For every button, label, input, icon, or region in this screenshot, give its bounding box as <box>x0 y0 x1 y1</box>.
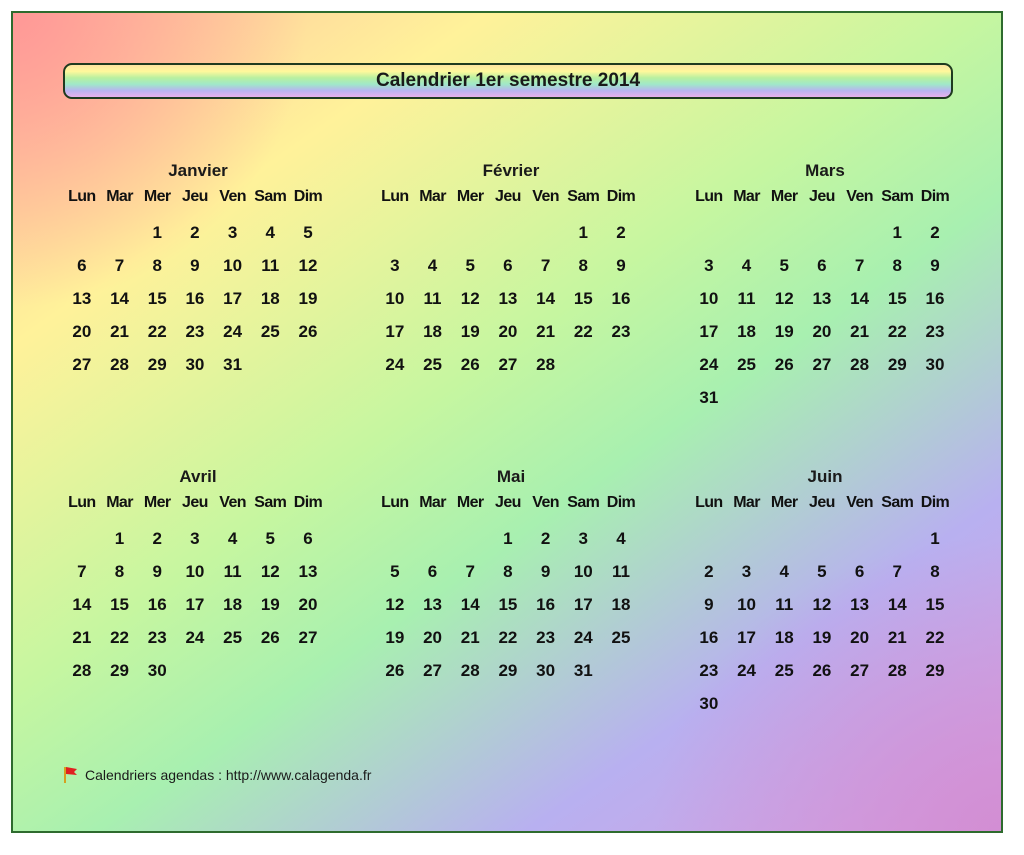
day-cell: 24 <box>699 355 719 374</box>
day-cell: 30 <box>147 661 167 680</box>
weekday-header: Mar <box>733 494 760 511</box>
day-cell: 29 <box>498 661 518 680</box>
day-cell: 24 <box>385 355 405 374</box>
weekday-header: Sam <box>567 188 600 205</box>
day-cell: 17 <box>223 289 243 308</box>
day-cell: 3 <box>190 529 200 548</box>
day-cell: 6 <box>77 256 87 275</box>
weekday-header: Sam <box>567 494 600 511</box>
day-cell: 21 <box>460 628 480 647</box>
day-cell: 5 <box>465 256 475 275</box>
month-name: Juin <box>807 467 843 486</box>
weekday-header: Lun <box>695 188 723 205</box>
day-cell: 14 <box>460 595 480 614</box>
day-cell: 14 <box>72 595 92 614</box>
day-cell: 2 <box>190 223 200 242</box>
day-cell: 5 <box>303 223 313 242</box>
day-cell: 11 <box>775 595 794 614</box>
day-cell: 20 <box>423 628 442 647</box>
day-cell: 10 <box>699 289 719 308</box>
day-cell: 21 <box>887 628 907 647</box>
weekday-header: Jeu <box>495 494 521 511</box>
weekday-header: Mar <box>106 494 133 511</box>
day-cell: 31 <box>699 388 719 407</box>
day-cell: 17 <box>385 322 405 341</box>
day-cell: 11 <box>737 289 756 308</box>
weekday-header: Ven <box>532 494 559 511</box>
day-cell: 15 <box>110 595 129 614</box>
weekday-header: Mer <box>456 494 484 511</box>
day-cell: 8 <box>578 256 589 275</box>
day-cell: 28 <box>536 355 556 374</box>
day-cell: 18 <box>774 628 794 647</box>
day-cell: 9 <box>930 256 940 275</box>
day-cell: 16 <box>147 595 167 614</box>
day-cell: 3 <box>704 256 714 275</box>
day-cell: 20 <box>298 595 318 614</box>
day-cell: 23 <box>185 322 205 341</box>
month-name: Mai <box>496 467 526 486</box>
weekday-header: Mar <box>419 494 446 511</box>
day-cell: 12 <box>260 562 280 581</box>
day-cell: 9 <box>152 562 162 581</box>
month-grid <box>690 489 960 720</box>
calendar-page <box>11 11 1003 833</box>
day-cell: 19 <box>460 322 480 341</box>
day-cell: 28 <box>887 661 907 680</box>
weekday-header: Lun <box>68 494 96 511</box>
day-cell: 20 <box>498 322 518 341</box>
month-name: Février <box>482 161 540 180</box>
month-grid <box>376 489 646 687</box>
day-cell: 23 <box>925 322 945 341</box>
day-cell: 1 <box>114 529 125 548</box>
day-cell: 14 <box>536 289 556 308</box>
day-cell: 22 <box>887 322 907 341</box>
day-cell: 15 <box>573 289 593 308</box>
flag-icon <box>63 766 79 784</box>
day-cell: 31 <box>573 661 593 680</box>
month-grid <box>63 183 333 381</box>
day-cell: 30 <box>699 694 719 713</box>
day-cell: 18 <box>737 322 756 341</box>
weekday-header: Ven <box>846 188 873 205</box>
day-cell: 13 <box>298 562 318 581</box>
weekday-header: Mer <box>456 188 484 205</box>
day-cell: 3 <box>390 256 400 275</box>
day-cell: 19 <box>298 289 318 308</box>
day-cell: 10 <box>385 289 405 308</box>
month-grid <box>690 183 960 414</box>
weekday-header: Mar <box>733 188 760 205</box>
day-cell: 30 <box>536 661 556 680</box>
day-cell: 5 <box>817 562 827 581</box>
day-cell: 28 <box>110 355 129 374</box>
day-cell: 28 <box>850 355 870 374</box>
day-cell: 8 <box>930 562 940 581</box>
day-cell: 27 <box>72 355 92 374</box>
weekday-header: Lun <box>695 494 723 511</box>
day-cell: 5 <box>779 256 789 275</box>
day-cell: 1 <box>578 223 589 242</box>
day-cell: 7 <box>77 562 87 581</box>
day-cell: 24 <box>573 628 593 647</box>
day-cell: 24 <box>737 661 756 680</box>
day-cell: 26 <box>774 355 794 374</box>
day-cell: 22 <box>147 322 167 341</box>
day-cell: 12 <box>298 256 318 275</box>
weekday-header: Lun <box>381 188 409 205</box>
day-cell: 14 <box>110 289 129 308</box>
day-cell: 11 <box>223 562 242 581</box>
day-cell: 4 <box>616 529 626 548</box>
month-block <box>63 465 333 687</box>
weekday-header: Jeu <box>809 494 835 511</box>
day-cell: 9 <box>616 256 626 275</box>
day-cell: 16 <box>699 628 719 647</box>
day-cell: 9 <box>190 256 200 275</box>
day-cell: 22 <box>573 322 593 341</box>
day-cell: 26 <box>260 628 280 647</box>
day-cell: 2 <box>540 529 551 548</box>
day-cell: 8 <box>503 562 513 581</box>
weekday-header: Ven <box>846 494 873 511</box>
day-cell: 11 <box>261 256 280 275</box>
day-cell: 21 <box>536 322 556 341</box>
day-cell: 22 <box>110 628 129 647</box>
weekday-header: Dim <box>606 188 636 205</box>
day-cell: 24 <box>185 628 205 647</box>
month-block <box>63 159 333 381</box>
weekday-header: Dim <box>920 188 950 205</box>
day-cell: 19 <box>774 322 794 341</box>
month-block <box>690 465 960 720</box>
day-cell: 10 <box>185 562 205 581</box>
day-cell: 16 <box>185 289 205 308</box>
day-cell: 20 <box>850 628 870 647</box>
day-cell: 1 <box>930 529 940 548</box>
day-cell: 15 <box>887 289 907 308</box>
day-cell: 24 <box>223 322 243 341</box>
day-cell: 19 <box>260 595 280 614</box>
day-cell: 15 <box>147 289 167 308</box>
day-cell: 13 <box>498 289 518 308</box>
day-cell: 18 <box>611 595 631 614</box>
weekday-header: Lun <box>68 188 96 205</box>
weekday-header: Sam <box>254 188 287 205</box>
month-grid <box>63 489 333 687</box>
day-cell: 14 <box>850 289 870 308</box>
day-cell: 23 <box>699 661 719 680</box>
month-grid <box>376 183 646 381</box>
day-cell: 9 <box>540 562 551 581</box>
weekday-header: Mar <box>106 188 133 205</box>
weekday-header: Ven <box>219 494 246 511</box>
day-cell: 15 <box>498 595 518 614</box>
day-cell: 28 <box>72 661 92 680</box>
weekday-header: Ven <box>219 188 246 205</box>
weekday-header: Jeu <box>182 188 208 205</box>
day-cell: 10 <box>737 595 756 614</box>
day-cell: 26 <box>812 661 832 680</box>
day-cell: 11 <box>611 562 630 581</box>
month-name: Avril <box>179 467 217 486</box>
day-cell: 2 <box>616 223 626 242</box>
day-cell: 2 <box>704 562 714 581</box>
day-cell: 16 <box>536 595 556 614</box>
weekday-header: Dim <box>606 494 636 511</box>
day-cell: 25 <box>611 628 631 647</box>
day-cell: 29 <box>887 355 907 374</box>
day-cell: 13 <box>812 289 832 308</box>
day-cell: 4 <box>779 562 789 581</box>
day-cell: 25 <box>260 322 280 341</box>
day-cell: 23 <box>611 322 631 341</box>
day-cell: 27 <box>423 661 442 680</box>
day-cell: 16 <box>925 289 945 308</box>
footer <box>63 765 371 785</box>
day-cell: 2 <box>930 223 940 242</box>
day-cell: 20 <box>72 322 92 341</box>
day-cell: 27 <box>850 661 870 680</box>
month-name: Mars <box>805 161 845 180</box>
weekday-header: Jeu <box>809 188 835 205</box>
day-cell: 14 <box>887 595 907 614</box>
day-cell: 8 <box>114 562 125 581</box>
day-cell: 6 <box>303 529 313 548</box>
day-cell: 10 <box>573 562 593 581</box>
day-cell: 19 <box>385 628 405 647</box>
day-cell: 17 <box>699 322 719 341</box>
weekday-header: Mer <box>143 188 171 205</box>
weekday-header: Sam <box>254 494 287 511</box>
day-cell: 1 <box>892 223 903 242</box>
day-cell: 4 <box>427 256 438 275</box>
day-cell: 10 <box>223 256 243 275</box>
day-cell: 3 <box>741 562 752 581</box>
day-cell: 31 <box>223 355 243 374</box>
day-cell: 4 <box>741 256 752 275</box>
day-cell: 30 <box>185 355 205 374</box>
day-cell: 7 <box>540 256 551 275</box>
day-cell: 11 <box>423 289 442 308</box>
day-cell: 1 <box>152 223 162 242</box>
day-cell: 12 <box>812 595 832 614</box>
day-cell: 9 <box>704 595 714 614</box>
day-cell: 29 <box>925 661 945 680</box>
weekday-header: Jeu <box>182 494 208 511</box>
day-cell: 5 <box>390 562 400 581</box>
day-cell: 4 <box>265 223 276 242</box>
weekday-header: Mer <box>770 188 798 205</box>
day-cell: 6 <box>817 256 827 275</box>
day-cell: 23 <box>147 628 167 647</box>
day-cell: 13 <box>72 289 92 308</box>
day-cell: 3 <box>227 223 238 242</box>
day-cell: 7 <box>465 562 475 581</box>
day-cell: 27 <box>298 628 318 647</box>
day-cell: 3 <box>578 529 589 548</box>
day-cell: 1 <box>503 529 513 548</box>
month-name: Janvier <box>168 161 228 180</box>
day-cell: 7 <box>114 256 125 275</box>
day-cell: 8 <box>152 256 162 275</box>
day-cell: 19 <box>812 628 832 647</box>
weekday-header: Lun <box>381 494 409 511</box>
day-cell: 17 <box>737 628 756 647</box>
day-cell: 6 <box>854 562 865 581</box>
day-cell: 27 <box>812 355 832 374</box>
day-cell: 2 <box>152 529 162 548</box>
day-cell: 4 <box>227 529 238 548</box>
day-cell: 21 <box>72 628 92 647</box>
weekday-header: Ven <box>532 188 559 205</box>
day-cell: 29 <box>110 661 129 680</box>
day-cell: 18 <box>423 322 442 341</box>
day-cell: 21 <box>110 322 129 341</box>
day-cell: 17 <box>573 595 593 614</box>
day-cell: 13 <box>423 595 442 614</box>
weekday-header: Sam <box>881 188 914 205</box>
day-cell: 8 <box>892 256 903 275</box>
day-cell: 29 <box>147 355 167 374</box>
day-cell: 25 <box>737 355 756 374</box>
day-cell: 30 <box>925 355 945 374</box>
day-cell: 16 <box>611 289 631 308</box>
weekday-header: Mer <box>143 494 171 511</box>
day-cell: 13 <box>850 595 870 614</box>
day-cell: 28 <box>460 661 480 680</box>
footer-text[interactable]: Calendriers agendas : http://www.calagenda.fr <box>85 767 372 783</box>
day-cell: 15 <box>925 595 945 614</box>
day-cell: 22 <box>925 628 945 647</box>
day-cell: 18 <box>223 595 243 614</box>
day-cell: 27 <box>498 355 518 374</box>
day-cell: 12 <box>460 289 480 308</box>
day-cell: 20 <box>812 322 832 341</box>
day-cell: 25 <box>423 355 442 374</box>
weekday-header: Dim <box>293 494 323 511</box>
weekday-header: Dim <box>293 188 323 205</box>
day-cell: 26 <box>460 355 480 374</box>
day-cell: 25 <box>223 628 243 647</box>
day-cell: 26 <box>385 661 405 680</box>
day-cell: 6 <box>427 562 438 581</box>
weekday-header: Jeu <box>495 188 521 205</box>
day-cell: 17 <box>185 595 205 614</box>
day-cell: 21 <box>850 322 870 341</box>
weekday-header: Sam <box>881 494 914 511</box>
weekday-header: Mer <box>770 494 798 511</box>
day-cell: 12 <box>774 289 794 308</box>
weekday-header: Mar <box>419 188 446 205</box>
weekday-header: Dim <box>920 494 950 511</box>
day-cell: 23 <box>536 628 556 647</box>
day-cell: 5 <box>265 529 276 548</box>
day-cell: 7 <box>892 562 903 581</box>
month-block <box>376 465 646 687</box>
month-block <box>690 159 960 414</box>
day-cell: 22 <box>498 628 518 647</box>
day-cell: 25 <box>774 661 794 680</box>
month-block <box>376 159 646 381</box>
page-title: Calendrier 1er semestre 2014 <box>63 63 953 99</box>
day-cell: 12 <box>385 595 405 614</box>
day-cell: 6 <box>503 256 513 275</box>
day-cell: 7 <box>854 256 865 275</box>
day-cell: 18 <box>260 289 280 308</box>
day-cell: 26 <box>298 322 318 341</box>
